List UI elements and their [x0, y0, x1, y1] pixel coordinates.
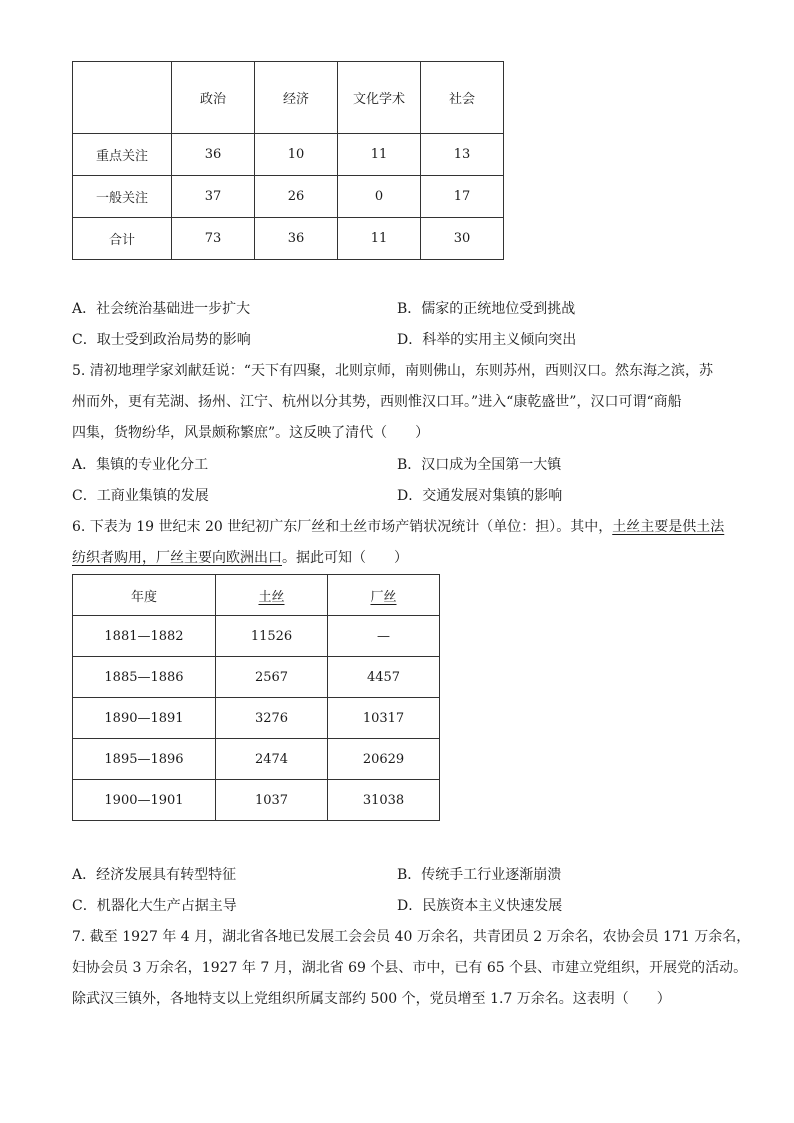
- q5-stem-line: 5. 清初地理学家刘献廷说：“天下有四聚，北则京师，南则佛山，东则苏州，西则汉口。然东海之滨，苏: [72, 363, 713, 379]
- table-cell: 11526: [216, 616, 328, 657]
- silk-table: [72, 574, 440, 821]
- table-cell: 10: [255, 134, 338, 176]
- q6-option-b: B．传统手工行业逐渐崩溃: [397, 867, 562, 883]
- table-cell: 1900—1901: [73, 780, 216, 821]
- table-cell: 2474: [216, 739, 328, 780]
- table-cell: 1881—1882: [73, 616, 216, 657]
- table-row: [73, 176, 504, 218]
- q4-option-c: C．取士受到政治局势的影响: [72, 332, 251, 348]
- table-cell: 1895—1896: [73, 739, 216, 780]
- table-cell: 2567: [216, 657, 328, 698]
- table-header-cell: 政治: [172, 62, 255, 134]
- table-cell: 31038: [328, 780, 440, 821]
- table-cell: 一般关注: [73, 176, 172, 218]
- table-header-cell: 经济: [255, 62, 338, 134]
- table-cell: 13: [421, 134, 504, 176]
- q6-stem-line: [72, 517, 732, 537]
- table-row: [73, 780, 440, 821]
- table-cell: 73: [172, 218, 255, 260]
- table-row: [73, 739, 440, 780]
- table-cell: 合计: [73, 218, 172, 260]
- table-cell: 1037: [216, 780, 328, 821]
- q4-option-b: B．儒家的正统地位受到挑战: [397, 301, 576, 317]
- table-cell: 3276: [216, 698, 328, 739]
- q5-stem-line: 四集，货物纷华，风景颇称繁庶”。这反映了清代（ ）: [72, 425, 430, 441]
- table-cell: 11: [338, 134, 421, 176]
- table-cell: 重点关注: [73, 134, 172, 176]
- q6-stem-text: 。据此可知（ ）: [282, 550, 408, 566]
- table-header-cell: 社会: [421, 62, 504, 134]
- q4-option-a: A．社会统治基础进一步扩大: [72, 301, 251, 317]
- table-cell: 37: [172, 176, 255, 218]
- q6-stem-line: [72, 548, 732, 568]
- table-header-cell: 厂丝: [328, 575, 440, 616]
- q5-option-c: C．工商业集镇的发展: [72, 488, 209, 504]
- table-cell: 36: [255, 218, 338, 260]
- table-row: [73, 657, 440, 698]
- table-row: [73, 698, 440, 739]
- q7-stem-line: 除武汉三镇外，各地特支以上党组织所属支部约 500 个，党员增至 1.7 万余名。这表明（ ）: [72, 991, 671, 1007]
- q7-stem-line: 7. 截至 1927 年 4 月，湖北省各地已发展工会会员 40 万余名，共青团员 2 万余名，农协会员 171 万余名，: [72, 929, 751, 945]
- q6-underlined-text: 土丝主要是供土法: [612, 519, 725, 535]
- q6-underlined-text: 纺织者购用，厂丝主要向欧洲出口: [72, 550, 282, 566]
- q6-stem-text: 6. 下表为 19 世纪末 20 世纪初广东厂丝和土丝市场产销状况统计（单位：担）。其中，: [72, 519, 613, 535]
- q5-option-b: B．汉口成为全国第一大镇: [397, 457, 562, 473]
- q6-option-a: A．经济发展具有转型特征: [72, 867, 237, 883]
- table-row: [73, 134, 504, 176]
- table-row: [73, 616, 440, 657]
- q7-stem-line: 妇协会员 3 万余名，1927 年 7 月，湖北省 69 个县、市中，已有 65 个县、市建立党组织，开展党的活动。: [72, 960, 748, 976]
- table-row: [73, 218, 504, 260]
- table-cell: 36: [172, 134, 255, 176]
- table-cell: 30: [421, 218, 504, 260]
- attention-table: [72, 61, 504, 260]
- table-cell: 1890—1891: [73, 698, 216, 739]
- table-cell: 17: [421, 176, 504, 218]
- table-header-cell: [73, 62, 172, 134]
- table-header-cell: 文化学术: [338, 62, 421, 134]
- q5-option-a: A．集镇的专业化分工: [72, 457, 209, 473]
- table-cell: 0: [338, 176, 421, 218]
- q5-stem-line: 州而外，更有芜湖、扬州、江宁、杭州以分其势，西则惟汉口耳。”进入“康乾盛世”，汉口可谓“商船: [72, 394, 682, 410]
- table-header-cell: 年度: [73, 575, 216, 616]
- table-header-cell: 土丝: [216, 575, 328, 616]
- q6-option-d: D．民族资本主义快速发展: [397, 898, 563, 914]
- table-cell: 11: [338, 218, 421, 260]
- table-cell: 10317: [328, 698, 440, 739]
- q6-option-c: C．机器化大生产占据主导: [72, 898, 237, 914]
- q5-option-d: D．交通发展对集镇的影响: [397, 488, 563, 504]
- table-cell: 1885—1886: [73, 657, 216, 698]
- table-cell: 20629: [328, 739, 440, 780]
- table-cell: —: [328, 616, 440, 657]
- table-cell: 4457: [328, 657, 440, 698]
- table-cell: 26: [255, 176, 338, 218]
- q4-option-d: D．科举的实用主义倾向突出: [397, 332, 577, 348]
